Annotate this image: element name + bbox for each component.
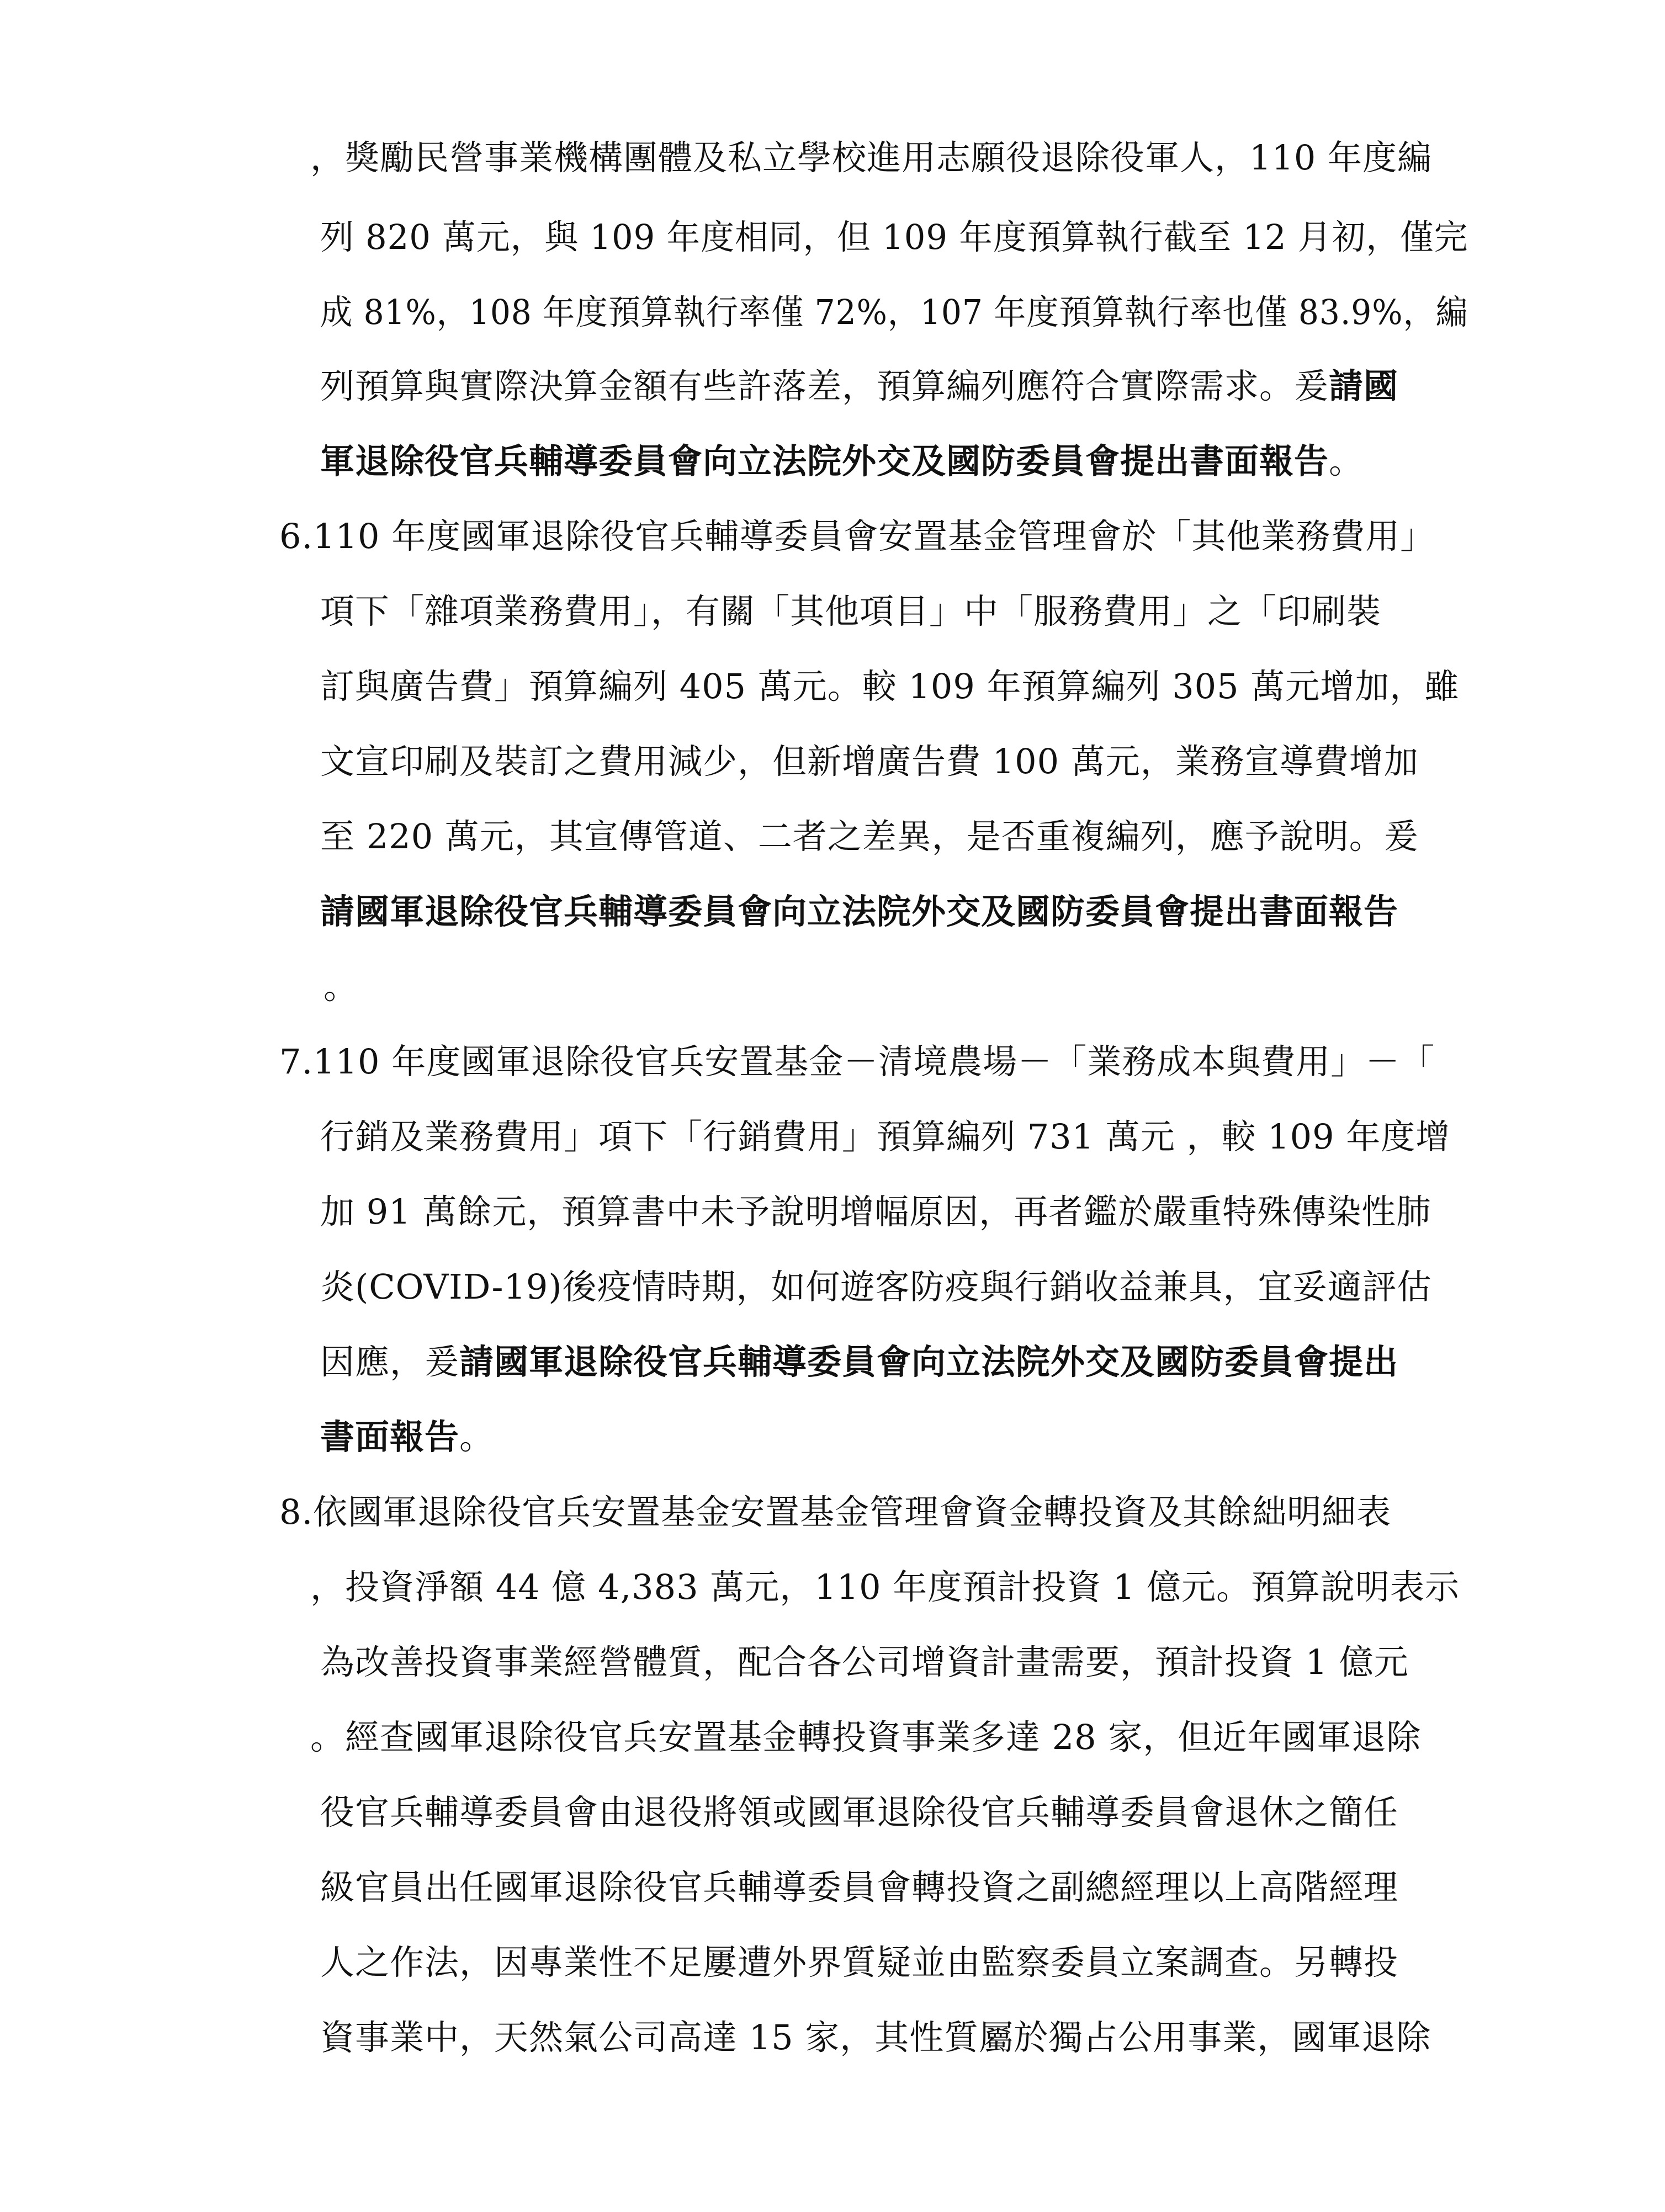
p5-line-4 — [320, 365, 1398, 407]
p6-line-7: 。 — [324, 966, 359, 1007]
p6-line-4: 文宣印刷及裝訂之費用減少，但新增廣告費 100 萬元，業務宣導費增加 — [320, 741, 1419, 781]
p8-line-7: 人之作法，因專業性不足屢遭外界質疑並由監察委員立案調查。另轉投 — [320, 1942, 1399, 1982]
p7-line-5-bold: 請國軍退除役官兵輔導委員會向立法院外交及國防委員會提出 — [459, 1342, 1399, 1382]
p8-line-1: 8.依國軍退除役官兵安置基金安置基金管理會資金轉投資及其餘絀明細表 — [279, 1492, 1392, 1532]
p5-line-4-text: 列預算與實際決算金額有些許落差，預算編列應符合實際需求。爰 — [320, 366, 1329, 406]
p5-line-5-bold: 軍退除役官兵輔導委員會向立法院外交及國防委員會提出書面報告 — [320, 441, 1329, 481]
p5-line-5-end: 。 — [1329, 441, 1364, 481]
p6-line-6-bold: 請國軍退除役官兵輔導委員會向立法院外交及國防委員會提出書面報告 — [320, 891, 1399, 932]
p7-line-6 — [320, 1416, 494, 1458]
p8-line-4: 。經查國軍退除役官兵安置基金轉投資事業多達 28 家，但近年國軍退除 — [310, 1717, 1422, 1757]
p6-line-1: 6.110 年度國軍退除役官兵輔導委員會安置基金管理會於「其他業務費用」 — [279, 516, 1435, 556]
p6-line-2: 項下「雜項業務費用」，有關「其他項目」中「服務費用」之「印刷裝 — [320, 591, 1382, 631]
p8-line-6: 級官員出任國軍退除役官兵輔導委員會轉投資之副總經理以上高階經理 — [320, 1867, 1399, 1907]
p5-line-2: 列 820 萬元，與 109 年度相同，但 109 年度預算執行截至 12 月初，僅完 — [320, 217, 1468, 257]
p8-line-8: 資事業中，天然氣公司高達 15 家，其性質屬於獨占公用事業，國軍退除 — [320, 2017, 1431, 2057]
p7-line-4: 炎(COVID-19)後疫情時期，如何遊客防疫與行銷收益兼具，宜妥適評估 — [320, 1267, 1432, 1307]
p5-line-4-bold: 請國 — [1329, 366, 1399, 406]
p6-line-5: 至 220 萬元，其宣傳管道、二者之差異，是否重複編列，應予說明。爰 — [320, 816, 1419, 857]
p5-line-1: ，獎勵民營事業機構團體及私立學校進用志願役退除役軍人，110 年度編 — [310, 137, 1433, 178]
p7-line-5 — [320, 1341, 1398, 1383]
p7-line-5-text: 因應，爰 — [320, 1342, 460, 1382]
p7-line-3: 加 91 萬餘元，預算書中未予說明增幅原因，再者鑑於嚴重特殊傳染性肺 — [320, 1192, 1431, 1232]
p7-line-6-end: 。 — [459, 1417, 495, 1457]
p8-line-3: 為改善投資事業經營體質，配合各公司增資計畫需要，預計投資 1 億元 — [320, 1642, 1409, 1682]
p5-line-3: 成 81%，108 年度預算執行率僅 72%，107 年度預算執行率也僅 83.9%，編 — [320, 292, 1468, 332]
p7-line-1: 7.110 年度國軍退除役官兵安置基金－清境農場－「業務成本與費用」－「 — [279, 1041, 1435, 1082]
p8-line-2: ，投資淨額 44 億 4,383 萬元，110 年度預計投資 1 億元。預算說明表示 — [310, 1567, 1460, 1607]
p5-line-5 — [320, 440, 1364, 482]
p6-line-3: 訂與廣告費」預算編列 405 萬元。較 109 年預算編列 305 萬元增加，雖 — [320, 666, 1460, 706]
p7-line-2: 行銷及業務費用」項下「行銷費用」預算編列 731 萬元 ，較 109 年度增 — [320, 1116, 1451, 1157]
p8-line-5: 役官兵輔導委員會由退役將領或國軍退除役官兵輔導委員會退休之簡任 — [320, 1792, 1399, 1832]
p7-line-6-bold: 書面報告 — [320, 1417, 460, 1457]
